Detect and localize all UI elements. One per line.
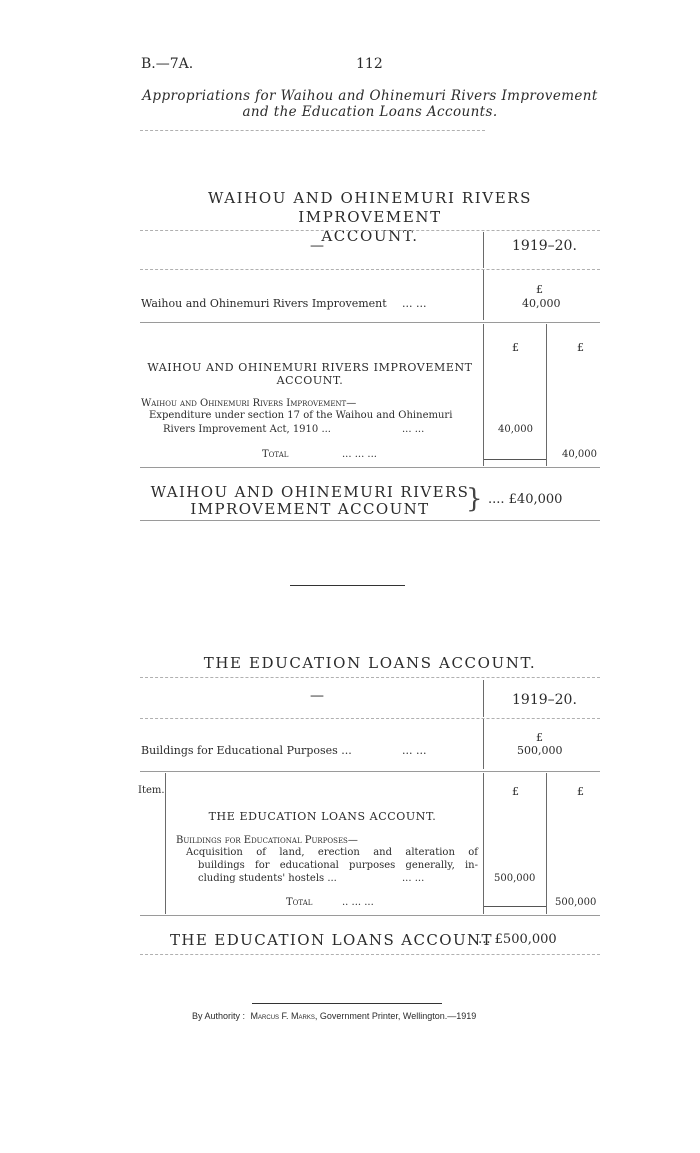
waihou-item-line-2: Rivers Improvement Act, 1910 ... [163,424,331,435]
education-detail-divider-1 [483,773,484,914]
waihou-vote-heading: Waihou and Ohinemuri Rivers Improvement— [141,398,357,409]
waihou-item-line-1: Expenditure under section 17 of the Waihou and Ohinemuri [149,410,453,421]
education-table-top-rule [140,677,600,678]
education-detail-divider-2 [546,773,547,914]
imprint-rest: , Government Printer, Wellington.—1919 [314,1011,477,1021]
education-detail-pound-1: £ [512,785,519,798]
waihou-header-rule [140,269,600,270]
waihou-title-line-2: ACCOUNT. [321,227,419,245]
waihou-total-value: 40,000 [562,449,597,460]
education-header-rule [140,718,600,719]
waihou-total-dots: ... ... ... [342,449,377,460]
page-number: 112 [356,56,383,72]
document-reference: B.—7A. [141,56,194,72]
waihou-detail-divider-2 [546,324,547,466]
imprint-rule [252,1003,442,1004]
waihou-footer-amount: .... £40,000 [488,492,563,507]
education-detail-title: THE EDUCATION LOANS ACCOUNT. [208,810,437,823]
waihou-detail-pound-2: £ [577,341,584,354]
waihou-header-divider [483,232,484,268]
education-footer-title: THE EDUCATION LOANS ACCOUNT [170,931,493,949]
education-vote-heading: Buildings for Educational Purposes— [176,835,358,846]
imprint-prefix: By Authority : [192,1011,246,1021]
waihou-item-dots: ... ... [402,424,425,435]
education-detail-pound-2: £ [577,785,584,798]
waihou-detail-rule [140,467,600,468]
education-item-line-1: Acquisition of land, erection and alteration of [186,847,478,858]
waihou-summary-label: Waihou and Ohinemuri Rivers Improvement [141,297,387,310]
waihou-header-dash: — [310,238,324,254]
waihou-total-label: Total [262,449,289,460]
imprint [192,1011,476,1021]
waihou-summary-pound: £ [536,283,543,296]
subtitle-rule [140,130,485,131]
education-total-dots: .. ... ... [342,897,374,908]
page-subtitle [120,88,620,120]
waihou-summary-divider [483,270,484,320]
education-footer-amount: .... £500,000 [474,932,557,947]
waihou-footer-rule [140,520,600,521]
waihou-detail-title-line-1: WAIHOU AND OHINEMURI RIVERS IMPROVEMENT [147,361,473,374]
education-detail-rule [140,915,600,916]
waihou-item-value: 40,000 [498,424,533,435]
subtitle-line-2: and the Education Loans Accounts. [242,104,498,120]
waihou-summary-dots: ... ... [402,297,427,310]
waihou-footer-brace: } [466,484,483,514]
subtitle-line-1: Appropriations for Waihou and Ohinemuri Rivers Improvement [142,88,598,104]
education-header-divider [483,680,484,717]
education-total-label: Total [286,897,313,908]
education-item-value: 500,000 [494,873,536,884]
education-item-line-2: buildings for educational purposes generally, in- [198,860,478,871]
waihou-footer-title [150,484,470,518]
waihou-detail-pound-1: £ [512,341,519,354]
education-item-dots: ... ... [402,873,425,884]
education-summary-rule [140,771,600,772]
education-summary-label: Buildings for Educational Purposes ... [141,744,352,757]
waihou-footer-line-2: IMPROVEMENT ACCOUNT [190,500,430,518]
section-separator [290,585,405,586]
waihou-detail-divider-1 [483,324,484,466]
waihou-footer-line-1: WAIHOU AND OHINEMURI RIVERS [150,483,470,501]
waihou-title-line-1: WAIHOU AND OHINEMURI RIVERS IMPROVEMENT [207,189,533,226]
waihou-subtotal-rule [484,459,546,460]
education-summary-divider [483,719,484,769]
education-summary-dots: ... ... [402,744,427,757]
education-summary-value: 500,000 [517,744,563,757]
waihou-year-heading: 1919–20. [512,238,577,254]
education-total-value: 500,000 [555,897,597,908]
education-footer-rule [140,954,600,955]
education-item-divider [165,773,166,914]
education-item-line-3: cluding students' hostels ... [198,873,337,884]
education-subtotal-rule [484,906,546,907]
education-header-dash: — [310,688,324,704]
imprint-printer-name: Marcus F. Marks [250,1011,315,1021]
waihou-summary-value: 40,000 [522,297,561,310]
education-title: THE EDUCATION LOANS ACCOUNT. [203,654,537,672]
education-summary-pound: £ [536,731,543,744]
waihou-detail-title-line-2: ACCOUNT. [276,374,344,387]
waihou-table-top-rule [140,230,600,231]
education-item-column: Item. [138,785,165,796]
waihou-summary-rule [140,322,600,323]
education-year-heading: 1919–20. [512,692,577,708]
waihou-detail-title [140,361,480,387]
